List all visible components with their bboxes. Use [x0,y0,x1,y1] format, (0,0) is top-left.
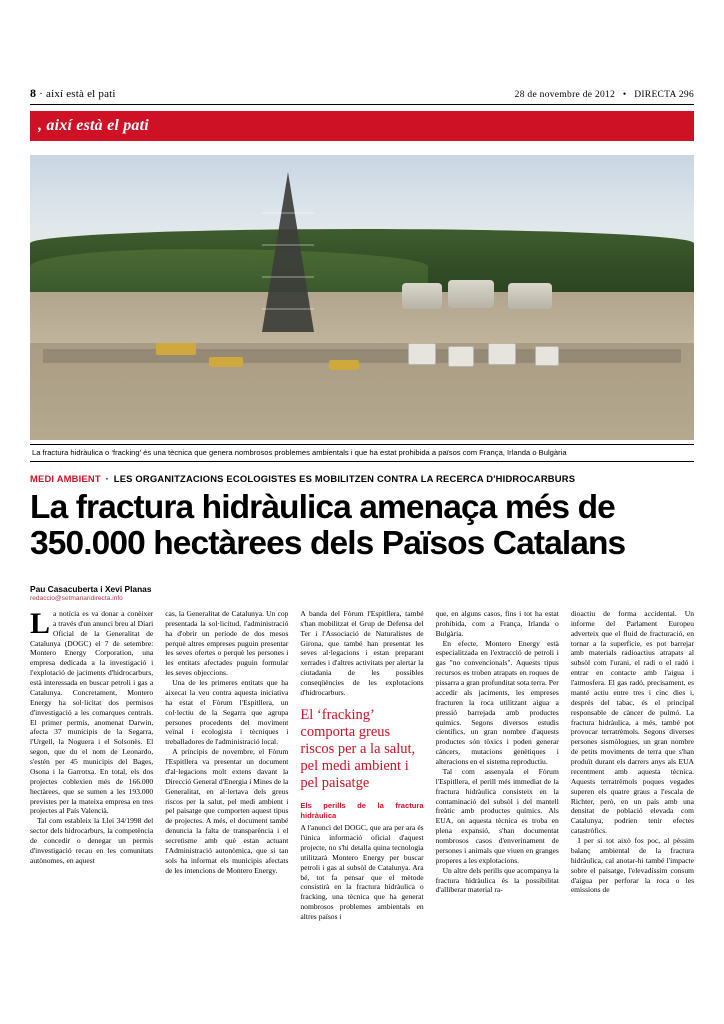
photo-caption: La fractura hidràulica o ‘fracking’ és una tècnica que genera nombrosos problemes ambientals i que ha estat prohibida a països com França, Irlanda o Bulgària [30,444,694,462]
paragraph: Una de les primeres entitats que ha aixecat la veu contra aquesta iniciativa ha estat el Fòrum l'Espitllera, un col·lectiu de la Segarra que agrupa persones procedents del moviment veïnal i ecologista i tècniques i treballadores de l'administració local. [165,678,289,747]
paragraph: dioactiu de forma accidental. Un informe del Parlament Europeu adverteix que el fluid de fracturació, en tornar a la superfície, es pot barrejar amb materials radioactius atrapats al subsòl com l'urani, el radi o el radó i entrar en contacte amb l'aigua i l'atmosfera. El gas radó, precisament, es manté actiu entre tres i cinc dies i, després del tabac, és el principal responsable de càncer de pulmó. La fractura hidràulica, a més, també pot provocar terratrèmols. Segons diverses persones sismòlogues, un gran nombre de petits moviments de terra que s'han produït durant els darrers anys als EUA recentment amb aquesta tècnica. Aquests terratrèmols poques vegades superen els quatre graus a l'escala de Richter, però, en un país amb una densitat de població elevada com Catalunya, podrien tenir efectes catastròfics. [570,608,695,836]
byline-authors: Pau Casacuberta i Xevi Planas [30,583,152,594]
folio [30,86,116,101]
section-banner [30,111,694,141]
folio-section: així està el pati [45,88,116,100]
folio-separator: · [39,88,44,100]
article-photo [30,155,694,440]
page-header [30,0,694,101]
folio-number: 8 [30,86,37,100]
paragraph: En efecte, Montero Energy està especialitzada en l'extracció de petroli i gas "no convencionals". Aquests tipus recursos es troben atrapats en roques de pissarra a gran profunditat sota terra. Per accedir als jaciments, les empreses fracturen la roca utilitzant aigua a pressió barrejada amb productes químics. Segons diversos estudis científics, un gran nombre d'aquests productes són tòxics i poden generar càncers, mutacions genètiques i alteracions en el sistema reproductiu. [435,638,559,767]
photo-container-4 [535,346,559,366]
paragraph: A principis de novembre, el Fòrum l'Espitllera va presentar un document d'al·legacions molt extens davant la Direcció General d'Energia i Mines de la Generalitat, en al·lertava dels greus riscos per la salut, pel medi ambient i pel paisatge que comporten aquest tipus de projectes. A més, el document també denuncia la falta de transparència i el secretisme amb què estan actuant l'Administració autonòmica, que si tan sols ha informat els municipis afectats de les intencions de Montero Energy. [165,747,289,875]
article-column-4 [436,609,559,922]
paragraph: I per si tot això fos poc, al pèssim balanç ambiental de la fractura hidràulica, cal anotar-hi també l'impacte sobre el paisatge, l'elevadíssim consum d'aigua per perforar la roca o les emissions de [570,836,695,895]
header-dot: • [622,90,627,100]
photo-truck-2 [209,357,243,367]
photo-tank-3 [508,283,552,309]
header-rule [30,104,694,105]
section-subhead: Els perills de la fractura hidràulica [300,801,424,821]
photo-truck-1 [156,343,196,355]
photo-truck-3 [329,360,359,370]
article-column-1 [30,606,154,922]
header-publication: DIRECTA 296 [634,90,694,100]
byline-block [30,584,178,602]
photo-road [43,349,680,363]
kicker-text: LES ORGANITZACIONS ECOLOGISTES ES MOBILITZEN CONTRA LA RECERCA D'HIDROCARBURS [113,473,576,485]
article-column-5 [571,609,694,922]
article-column-2 [165,609,288,922]
kicker-separator: · [105,473,109,485]
byline-email[interactable]: redaccio@setmanaridirecta.info [30,594,123,602]
photo-container-2 [448,346,474,367]
paragraph: cas, la Generalitat de Catalunya. Un cop presentada la sol·licitud, l'administració ha d'obrir un període de dos mesos perquè altres empreses puguin presentar les seves ofertes o perquè les persones i les entitats afectades puguin formular les seves objeccions. [165,608,289,678]
pull-quote: El ‘fracking’ comporta greus riscos per a la salut, pel medi ambient i pel paisatge [300,706,416,792]
photo-tank-1 [402,283,442,309]
section-banner-label: , així està el pati [38,117,149,134]
paragraph: Un altre dels perills que acompanya la fractura hidràulica és la possibilitat d'alliberar material ra- [435,865,559,895]
paragraph: Tal com assenyala el Fòrum l'Espitllera, el perill més immediat de la fractura hidràulica consisteix en la contaminació del subsòl i del mantell freàtic amb productes químics. Als EUA, on aquesta tècnica es troba en plena expansió, s'han documentat nombrosos casos d'enverinament de persones i animals que viuen en granges properes a les explotacions. [435,766,559,865]
header-meta [515,90,694,100]
paragraph: que, en alguns casos, fins i tot ha estat prohibida, com a França, Irlanda o Bulgària. [435,608,559,638]
photo-tank-2 [448,280,494,308]
article-kicker [30,473,694,484]
photo-container-1 [408,343,436,365]
header-date: 28 de novembre de 2012 [514,90,616,100]
photo-container-3 [488,343,516,365]
paragraph: Tal com estableix la Llei 34/1998 del sector dels hidrocarburs, la competència de concedir o denegar un permís d'investigació recau en les comunitats autònomes, en aquest [30,816,154,865]
paragraph: La notícia es va donar a conèixer a través d'un anunci breu al Diari Oficial de la Generalitat de Catalunya (DOGC) el 7 de setembre: Montero Energy Corporation, una empresa dedicada a la investigació i l'explotació de jaciments d'hidrocarburs, està interessada en buscar petroli i gas a Catalunya. Concretament, Montero Energy ha sol·licitat dos permisos d'investigació a les comarques centrals. El primer permís, anomenat Darwin, afecta 37 municipis de la Segarra, l'Urgell, la Noguera i el Solsonès. El segon, que du el nom de Leonardo, s'estén per 45 municipis del Bages, Osona i la Garrotxa. En total, els dos projectes coblexien més de 166.000 hectàrees, que se sumen a les 193.000 previstes per la mateixa empresa en tres projectes al País Valencià. [30,606,154,816]
article-body [30,606,695,922]
paragraph: A l'anunci del DOGC, que ara per ara és l'única informació oficial d'aquest projecte, no s'hi detalla quina tecnologia utilitzarà Montero Energy per buscar petroli i gas al subsòl de Catalunya. Ara bé, tot fa pensar que el mètode consistirà en la fractura hidràulica o fracking, una tècnica que ha generat nombrosos problemes ambientals en altres països i [300,823,424,922]
article-column-3 [300,609,423,922]
paragraph: A banda del Fòrum l'Espitllera, també s'han mobilitzat el Grup de Defensa del Ter i l'Associació de Naturalistes de Girona, que també han presentat les seves al·legacions i estan preparant xerrades i d'altres activitats per alertar la ciutadania de les possibles conseqüències de les explotacions d'hidrocarburs. [300,608,424,697]
drilling-rig-icon [262,172,314,332]
kicker-topic: MEDI AMBIENT [30,473,101,485]
page-title: La fractura hidràulica amenaça més de 350.000 hectàrees dels Països Catalans [30,489,626,562]
